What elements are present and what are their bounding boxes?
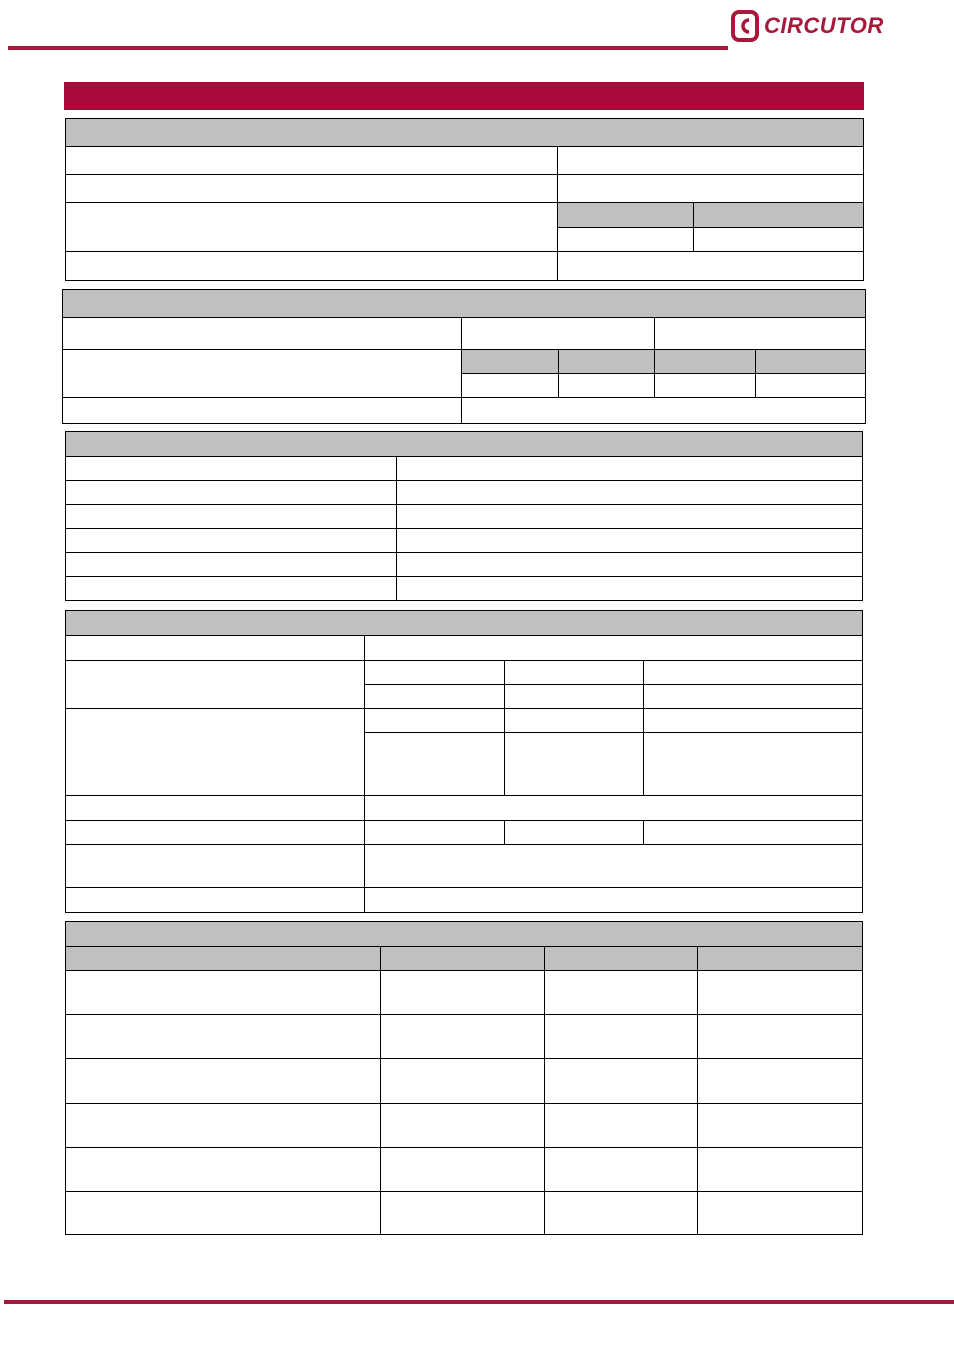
table-cell — [698, 1192, 863, 1235]
table-3 — [65, 431, 863, 601]
header-rule — [8, 46, 728, 50]
table-cell — [381, 1104, 545, 1148]
table-cell — [505, 821, 644, 845]
table-cell — [698, 971, 863, 1015]
table-cell — [694, 228, 864, 252]
table-cell — [66, 796, 365, 821]
table-cell — [63, 350, 462, 398]
table-cell — [559, 374, 655, 398]
table-cell — [365, 733, 505, 796]
table-cell — [66, 553, 397, 577]
table-cell — [462, 374, 559, 398]
table-header — [66, 119, 864, 147]
section-banner — [64, 82, 864, 110]
table-cell — [644, 685, 863, 709]
table-cell — [505, 709, 644, 733]
table-subheader — [694, 203, 864, 228]
table-cell — [381, 971, 545, 1015]
table-cell — [698, 1148, 863, 1192]
table-cell — [63, 318, 462, 350]
table-cell — [66, 821, 365, 845]
table-cell — [558, 147, 864, 175]
table-subheader — [66, 947, 381, 971]
table-cell — [698, 1104, 863, 1148]
table-cell — [462, 398, 866, 424]
brand-name: CIRCUTOR — [764, 13, 884, 38]
table-cell — [397, 529, 863, 553]
table-cell — [66, 845, 365, 888]
table-cell — [365, 888, 863, 913]
table-header — [66, 611, 863, 636]
table-4 — [65, 610, 863, 913]
table-cell — [365, 661, 505, 685]
table-subheader — [559, 350, 655, 374]
table-cell — [365, 845, 863, 888]
table-cell — [644, 821, 863, 845]
table-cell — [66, 709, 365, 796]
table-cell — [66, 636, 365, 661]
table-cell — [545, 1015, 698, 1059]
table-cell — [66, 457, 397, 481]
table-subheader — [756, 350, 866, 374]
table-cell — [545, 1192, 698, 1235]
table-cell — [66, 661, 365, 709]
table-2 — [62, 289, 866, 424]
table-cell — [66, 1148, 381, 1192]
table-cell — [558, 252, 864, 281]
table-cell — [66, 147, 558, 175]
table-cell — [365, 685, 505, 709]
table-cell — [66, 175, 558, 203]
table-header — [63, 290, 866, 318]
footer-rule — [4, 1300, 954, 1304]
table-cell — [545, 1104, 698, 1148]
table-cell — [397, 505, 863, 529]
table-5 — [65, 921, 863, 1235]
table-cell — [698, 1015, 863, 1059]
table-cell — [66, 529, 397, 553]
table-1 — [65, 118, 864, 281]
table-cell — [644, 733, 863, 796]
table-subheader — [698, 947, 863, 971]
dc-symbol-icon — [655, 318, 866, 350]
table-cell — [66, 1015, 381, 1059]
table-cell — [505, 685, 644, 709]
table-cell — [365, 796, 863, 821]
table-cell — [66, 203, 558, 252]
table-cell — [66, 971, 381, 1015]
table-cell — [66, 252, 558, 281]
table-cell — [66, 481, 397, 505]
table-cell — [505, 661, 644, 685]
dc-symbol-icon — [462, 318, 655, 350]
table-cell — [365, 821, 505, 845]
table-subheader — [558, 203, 694, 228]
table-cell — [505, 733, 644, 796]
table-cell — [66, 888, 365, 913]
table-cell — [66, 1192, 381, 1235]
table-cell — [63, 398, 462, 424]
table-cell — [655, 374, 756, 398]
table-cell — [66, 577, 397, 601]
table-cell — [66, 505, 397, 529]
table-header — [66, 922, 863, 947]
table-cell — [66, 1104, 381, 1148]
table-cell — [644, 709, 863, 733]
table-header — [66, 432, 863, 457]
circutor-logo-icon — [730, 9, 760, 43]
brand-logo — [730, 8, 910, 44]
table-subheader — [545, 947, 698, 971]
table-cell — [558, 228, 694, 252]
table-cell — [644, 661, 863, 685]
table-subheader — [381, 947, 545, 971]
table-cell — [365, 636, 863, 661]
table-cell — [66, 1059, 381, 1104]
table-subheader — [462, 350, 559, 374]
table-cell — [698, 1059, 863, 1104]
table-cell — [756, 374, 866, 398]
table-cell — [381, 1148, 545, 1192]
table-cell — [397, 553, 863, 577]
table-subheader — [655, 350, 756, 374]
table-cell — [558, 175, 864, 203]
table-cell — [545, 1059, 698, 1104]
table-cell — [545, 971, 698, 1015]
table-cell — [545, 1148, 698, 1192]
table-cell — [381, 1192, 545, 1235]
table-cell — [397, 481, 863, 505]
table-cell — [365, 709, 505, 733]
table-cell — [397, 457, 863, 481]
table-cell — [381, 1059, 545, 1104]
table-cell — [381, 1015, 545, 1059]
table-cell — [397, 577, 863, 601]
